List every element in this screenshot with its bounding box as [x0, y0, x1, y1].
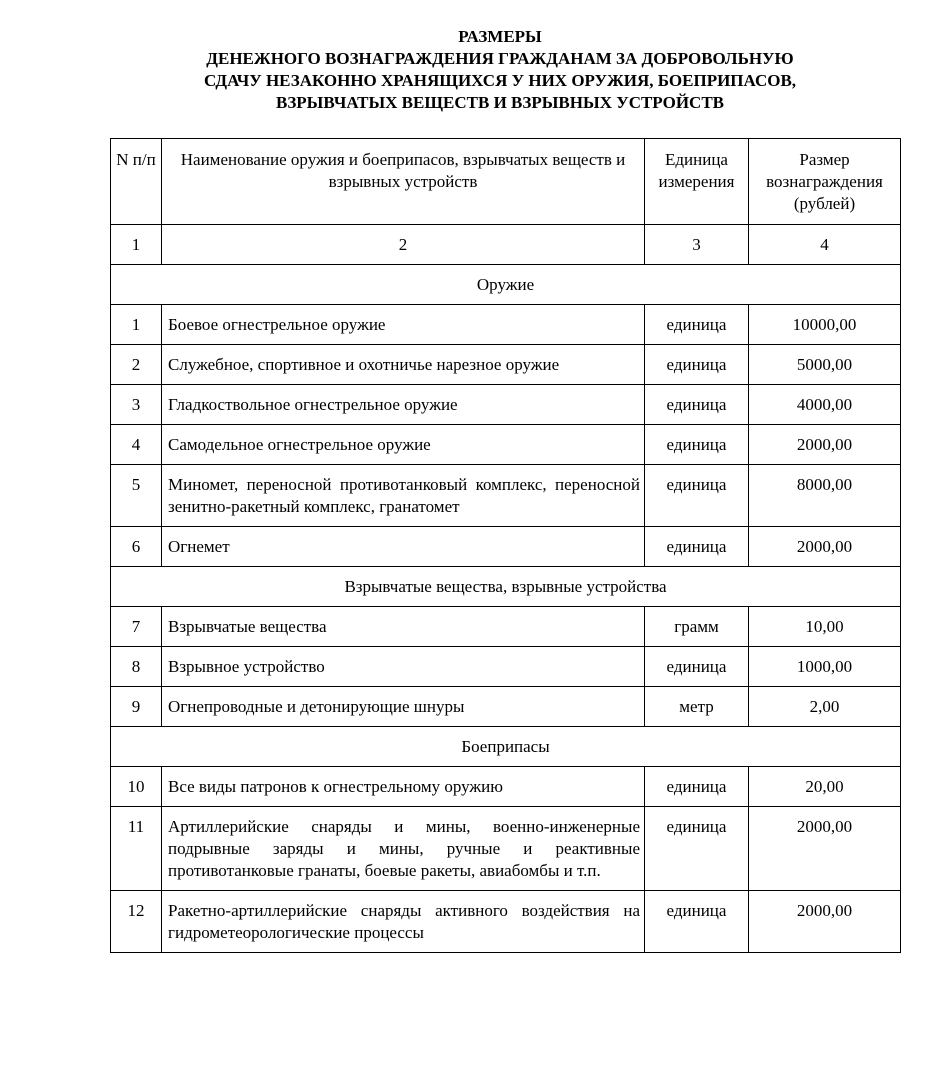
- cell-amount: 4000,00: [749, 385, 901, 425]
- table-row: [111, 527, 901, 567]
- cell-name: Миномет, переносной противотанковый комплекс, переносной зенитно-ракетный комплекс, гранатомет: [162, 465, 645, 527]
- title-line: СДАЧУ НЕЗАКОННО ХРАНЯЩИХСЯ У НИХ ОРУЖИЯ, БОЕПРИПАСОВ,: [203, 71, 797, 90]
- section-row: [111, 567, 901, 607]
- cell-name: Служебное, спортивное и охотничье нарезное оружие: [162, 345, 645, 385]
- cell-unit: единица: [645, 345, 749, 385]
- cell-unit: грамм: [645, 607, 749, 647]
- header-row: [111, 139, 901, 225]
- section-title: Оружие: [111, 265, 901, 305]
- header-name: Наименование оружия и боеприпасов, взрывчатых веществ и взрывных устройств: [162, 139, 645, 225]
- section-row: [111, 727, 901, 767]
- table-row: [111, 345, 901, 385]
- header-unit: Единица измерения: [645, 139, 749, 225]
- document-title: [0, 26, 930, 114]
- cell-amount: 5000,00: [749, 345, 901, 385]
- cell-unit: единица: [645, 767, 749, 807]
- cell-name: Ракетно-артиллерийские снаряды активного воздействия на гидрометеорологические процессы: [162, 891, 645, 953]
- cell-name: Артиллерийские снаряды и мины, военно-инженерные подрывные заряды и мины, ручные и реактивные противотанковые гранаты, боевые ракеты, авиабомбы и т.п.: [162, 807, 645, 891]
- column-number: 3: [645, 225, 749, 265]
- table-row: [111, 425, 901, 465]
- cell-unit: единица: [645, 425, 749, 465]
- cell-unit: единица: [645, 305, 749, 345]
- cell-name: Огнемет: [162, 527, 645, 567]
- cell-num: 9: [111, 687, 162, 727]
- cell-name: Огнепроводные и детонирующие шнуры: [162, 687, 645, 727]
- cell-num: 6: [111, 527, 162, 567]
- header-amount: Размер вознаграждения (рублей): [749, 139, 901, 225]
- cell-name: Гладкоствольное огнестрельное оружие: [162, 385, 645, 425]
- title-line: ВЗРЫВЧАТЫХ ВЕЩЕСТВ И ВЗРЫВНЫХ УСТРОЙСТВ: [275, 93, 724, 112]
- column-numbers-row: [111, 225, 901, 265]
- cell-amount: 20,00: [749, 767, 901, 807]
- cell-amount: 2000,00: [749, 807, 901, 891]
- header-num: N п/п: [111, 139, 162, 225]
- table-row: [111, 687, 901, 727]
- table-row: [111, 607, 901, 647]
- cell-unit: единица: [645, 891, 749, 953]
- cell-amount: 10,00: [749, 607, 901, 647]
- cell-name: Боевое огнестрельное оружие: [162, 305, 645, 345]
- cell-num: 4: [111, 425, 162, 465]
- cell-amount: 2000,00: [749, 891, 901, 953]
- cell-amount: 2,00: [749, 687, 901, 727]
- cell-num: 10: [111, 767, 162, 807]
- cell-name: Взрывное устройство: [162, 647, 645, 687]
- table-row: [111, 647, 901, 687]
- cell-amount: 2000,00: [749, 425, 901, 465]
- cell-amount: 2000,00: [749, 527, 901, 567]
- table-row: [111, 891, 901, 953]
- table-row: [111, 385, 901, 425]
- rewards-table: [110, 138, 901, 953]
- cell-amount: 10000,00: [749, 305, 901, 345]
- cell-num: 12: [111, 891, 162, 953]
- cell-unit: единица: [645, 385, 749, 425]
- table-body: [111, 225, 901, 953]
- cell-num: 11: [111, 807, 162, 891]
- column-number: 4: [749, 225, 901, 265]
- title-line: РАЗМЕРЫ: [458, 27, 542, 46]
- cell-name: Все виды патронов к огнестрельному оружию: [162, 767, 645, 807]
- table-row: [111, 807, 901, 891]
- table-row: [111, 767, 901, 807]
- cell-num: 3: [111, 385, 162, 425]
- cell-name: Взрывчатые вещества: [162, 607, 645, 647]
- title-line: ДЕНЕЖНОГО ВОЗНАГРАЖДЕНИЯ ГРАЖДАНАМ ЗА ДОБРОВОЛЬНУЮ: [206, 49, 794, 68]
- cell-unit: единица: [645, 647, 749, 687]
- cell-unit: единица: [645, 465, 749, 527]
- cell-num: 7: [111, 607, 162, 647]
- table-row: [111, 465, 901, 527]
- cell-unit: метр: [645, 687, 749, 727]
- cell-num: 1: [111, 305, 162, 345]
- section-title: Боеприпасы: [111, 727, 901, 767]
- table-row: [111, 305, 901, 345]
- column-number: 2: [162, 225, 645, 265]
- cell-unit: единица: [645, 527, 749, 567]
- cell-amount: 1000,00: [749, 647, 901, 687]
- cell-num: 8: [111, 647, 162, 687]
- section-title: Взрывчатые вещества, взрывные устройства: [111, 567, 901, 607]
- cell-num: 2: [111, 345, 162, 385]
- cell-name: Самодельное огнестрельное оружие: [162, 425, 645, 465]
- column-number: 1: [111, 225, 162, 265]
- cell-amount: 8000,00: [749, 465, 901, 527]
- cell-unit: единица: [645, 807, 749, 891]
- section-row: [111, 265, 901, 305]
- cell-num: 5: [111, 465, 162, 527]
